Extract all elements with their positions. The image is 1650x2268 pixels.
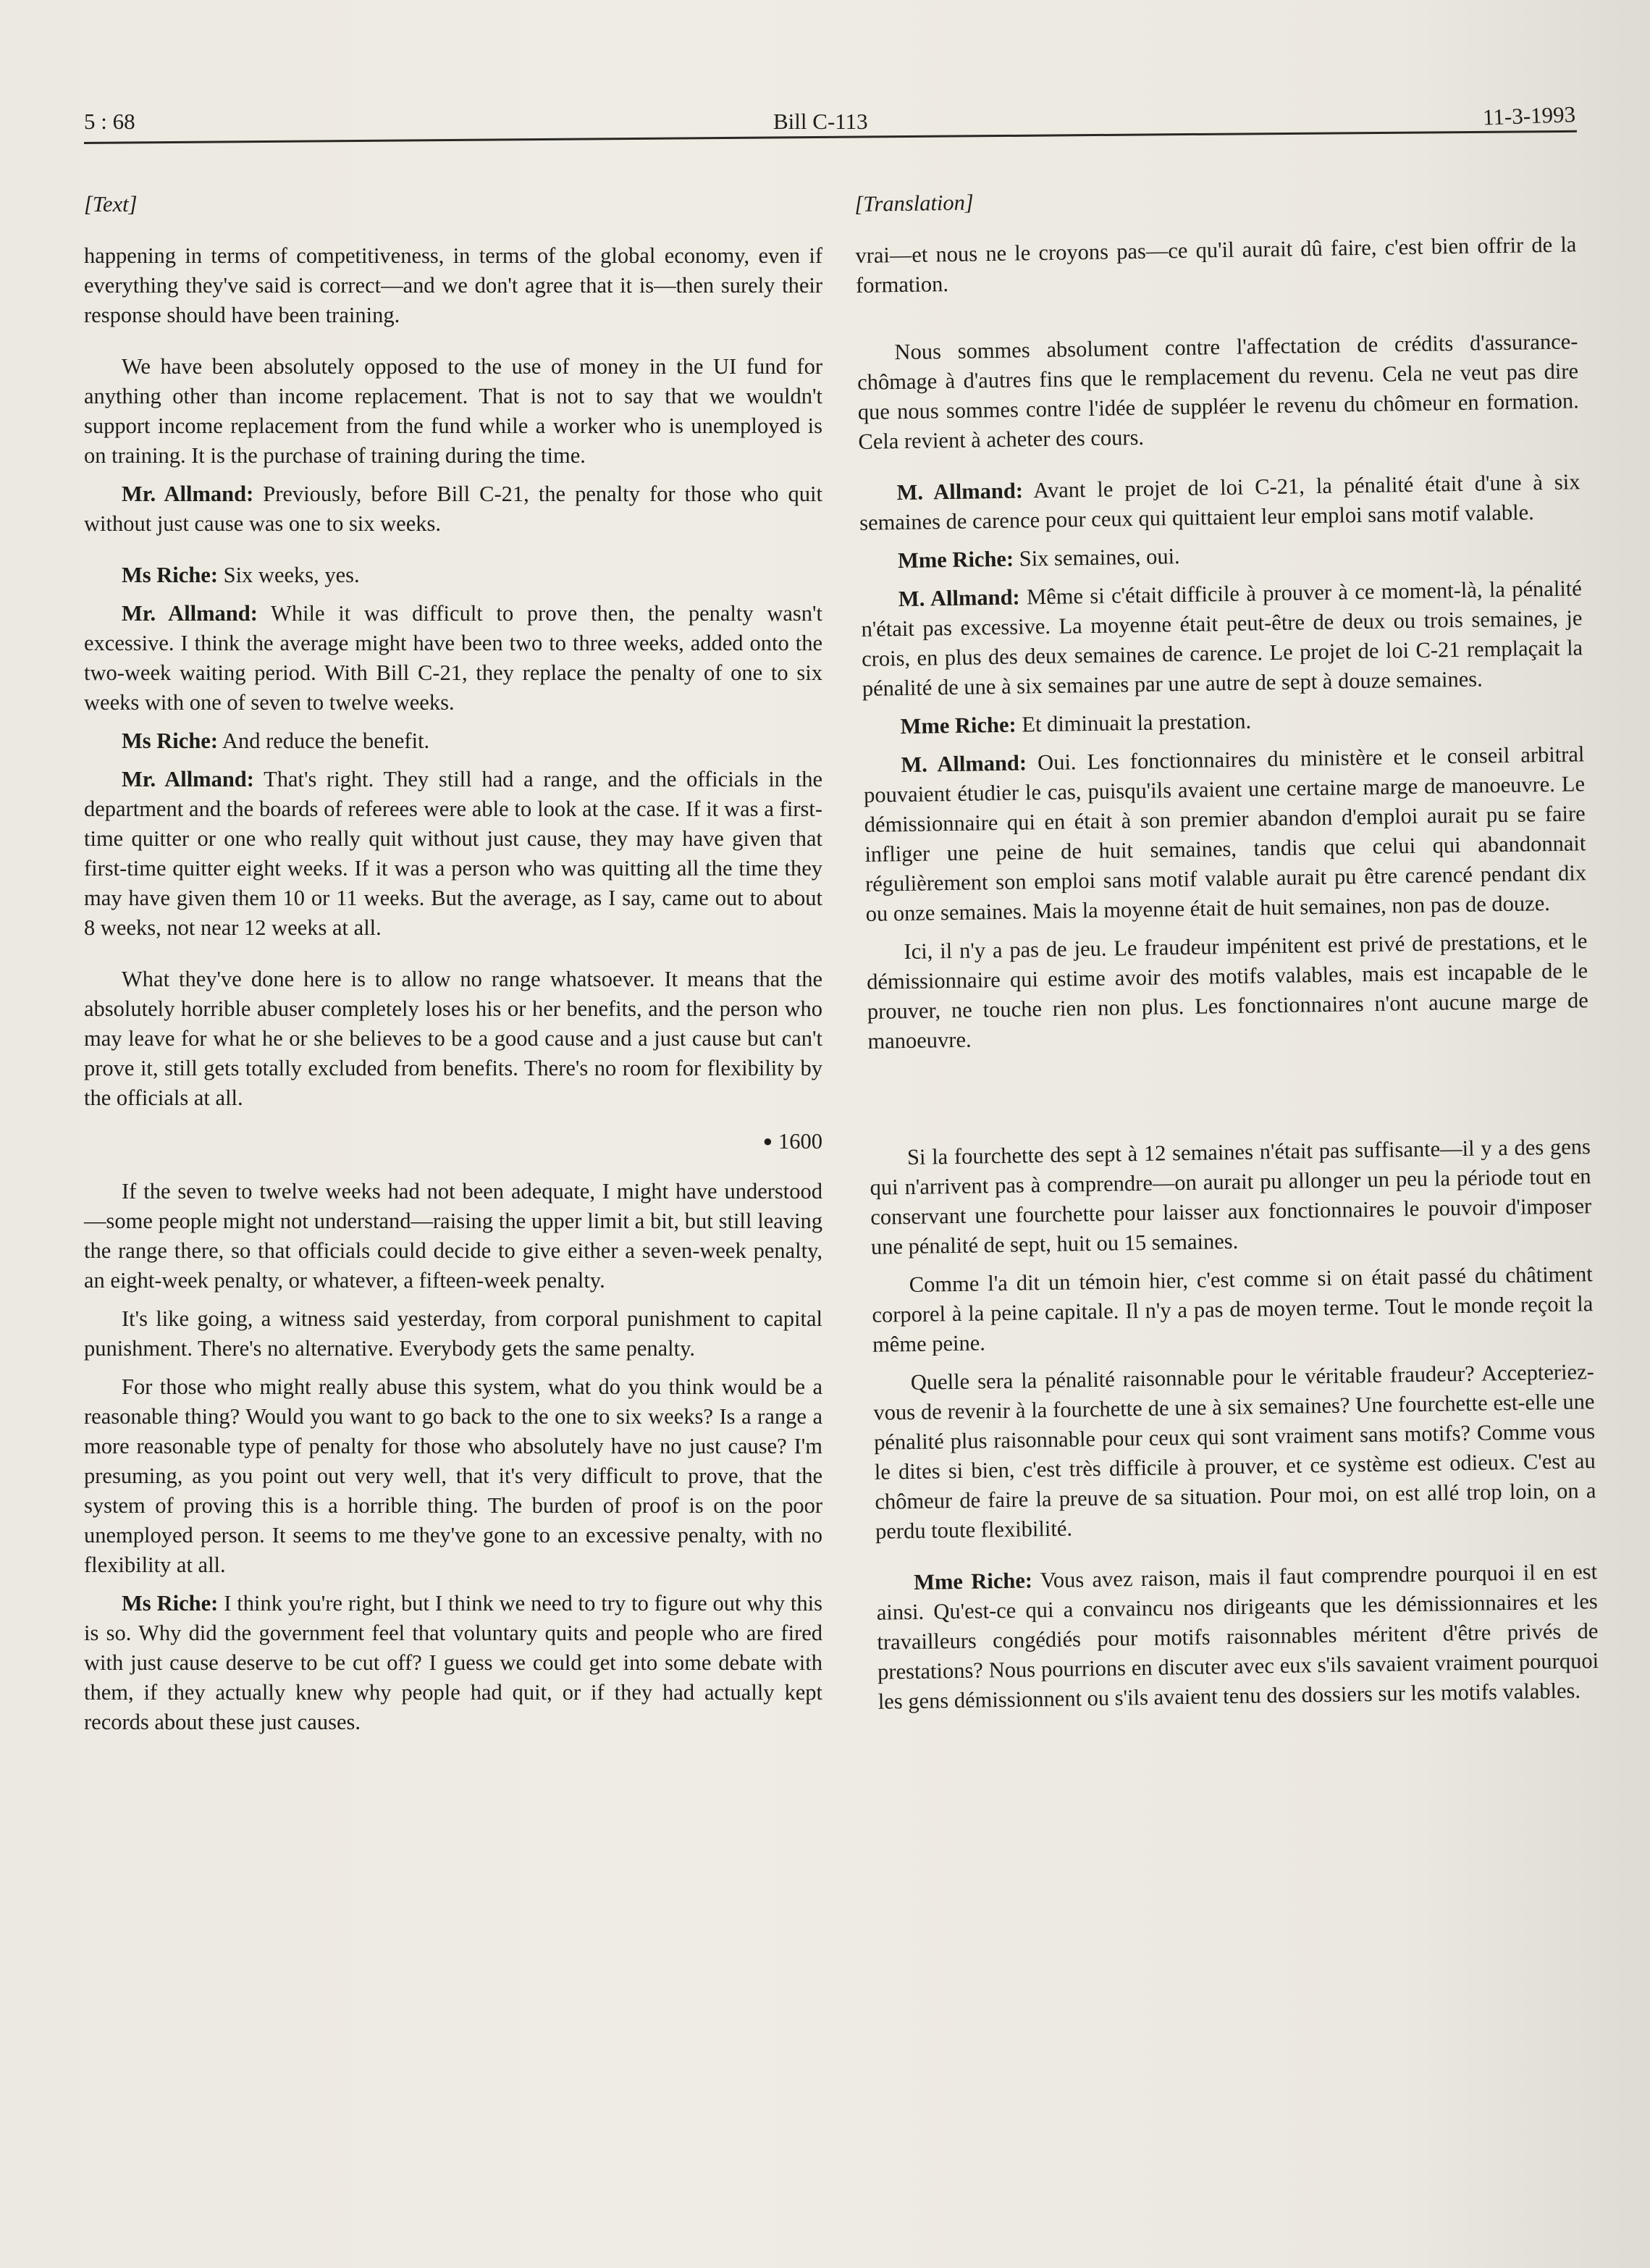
paragraph: happening in terms of competitiveness, in terms of the global economy, even if everything they've said is correct—and we don't agree that it is—then surely their response should have been training.: [84, 243, 822, 327]
paragraph: Mr. Allmand: While it was difficult to prove then, the penalty wasn't excessive. I think the average might have been two to three weeks, added onto the two-week waiting period. With Bill C-21, they replace the penalty of one to six weeks with one of seven to twelve weeks.: [84, 601, 822, 715]
paragraph: vrai—et nous ne le croyons pas—ce qu'il aurait dû faire, c'est bien offrir de la formation.: [855, 232, 1577, 298]
translation-label: [Translation]: [854, 190, 974, 217]
speaker-name: Ms Riche:: [122, 1591, 219, 1616]
paragraph: It's like going, a witness said yesterday, from corporal punishment to capital punishment. There's no alternative. Everybody gets the same penalty.: [84, 1306, 822, 1361]
paragraph: M. Allmand: Avant le projet de loi C-21, la pénalité était d'une à six semaines de carence pour ceux qui quittaient leur emploi sans motif valable.: [859, 469, 1580, 535]
paragraph: Mme Riche: Vous avez raison, mais il faut comprendre pourquoi il en est ainsi. Qu'est-ce qui a convaincu nos dirigeants que les démissionnaires et les travailleurs congédiés pour motifs raisonnables méritent d'être privés de prestations? Nous pourrions en discuter avec eux s'ils savaient vraiment pourquoi les gens démissionnent ou s'ils avaient tenu des dossiers sur les motifs valables.: [876, 1559, 1599, 1714]
speaker-name: Mr. Allmand:: [122, 482, 254, 506]
paragraph: Mr. Allmand: Previously, before Bill C-21, the penalty for those who quit without just cause was one to six weeks.: [84, 482, 822, 536]
speaker-name: M. Allmand:: [901, 750, 1027, 778]
paragraph: Mme Riche: Six semaines, oui.: [897, 544, 1180, 574]
paragraph: Ici, il n'y a pas de jeu. Le fraudeur impénitent est privé de prestations, et le démissionnaire qui estime avoir des motifs valables, mais est incapable de le prouver, ne touche rien non plus. Les fonctionnaires n'ont aucune marge de manoeuvre.: [866, 928, 1588, 1054]
speaker-name: Mr. Allmand:: [122, 767, 254, 791]
speaker-name: Mr. Allmand:: [122, 601, 258, 626]
paragraph: For those who might really abuse this system, what do you think would be a reasonable thing? Would you want to go back to the one to six weeks? Is a range a more reasonable type of penalty for those who absolutely have no just cause? I'm presuming, as you point out very well, that it's very difficult to prove, that the system of proving this is a horrible thing. The burden of proof is on the poor unemployed person. It seems to me they've gone to an excessive penalty, with no flexibility at all.: [84, 1374, 822, 1577]
english-column: [84, 190, 822, 1746]
french-column: [854, 190, 1599, 1726]
paragraph: Si la fourchette des sept à 12 semaines n'était pas suffisante—il y a des gens qui n'arrivent pas à comprendre—on aurait pu allonger un peu la période tout en conservant une fourchette pour laisser aux fonctionnaires le pouvoir d'imposer une pénalité de sept, huit ou 15 semaines.: [870, 1134, 1592, 1259]
speaker-name: M. Allmand:: [896, 478, 1024, 505]
speaker-name: M. Allmand:: [898, 584, 1020, 612]
paragraph: M. Allmand: Même si c'était difficile à prouver à ce moment-là, la pénalité n'était pas excessive. La moyenne était peut-être de deux ou trois semaines, je crois, en plus des deux semaines de carence. Le projet de loi C-21 remplaçait la pénalité de une à six semaines par une autre de sept à douze semaines.: [861, 576, 1583, 701]
paragraph: What they've done here is to allow no range whatsoever. It means that the absolutely horrible abuser completely loses his or her benefits, and the person who may leave for what he or she believes to be a good cause and a just cause but can't prove it, still gets totally excluded from benefits. There's no room for flexibility by the officials at all.: [84, 967, 822, 1110]
speaker-name: Mme Riche:: [900, 712, 1016, 739]
bill-title: Bill C-113: [773, 109, 868, 134]
header-date: 11-3-1993: [1482, 101, 1576, 130]
paragraph: Comme l'a dit un témoin hier, c'est comme si on était passé du châtiment corporel à la peine capitale. Il n'y a pas de moyen terme. Tout le monde reçoit la même peine.: [872, 1261, 1594, 1357]
paragraph: If the seven to twelve weeks had not been adequate, I might have understood—some people might not understand—raising the upper limit a bit, but still leaving the range there, so that officials could decide to give either a seven-week penalty, an eight-week penalty, or whatever, a fifteen-week penalty.: [84, 1179, 822, 1293]
paragraph: Mr. Allmand: That's right. They still had a range, and the officials in the department and the boards of referees were able to look at the case. If it was a first-time quitter or one who really quit without just cause, they may have given that first-time quitter eight weeks. If it was a person who was quitting all the time they may have given them 10 or 11 weeks. But the average, as I say, came out to about 8 weeks, not near 12 weeks at all.: [84, 767, 822, 940]
paragraph: Ms Riche: I think you're right, but I think we need to try to figure out why this is so. Why did the government feel that voluntary quits and people who are fired with just cause deserve to be cut off? I guess we could get into some debate with them, if they actually knew why people had quit, or if they had actually kept records about these just causes.: [84, 1591, 822, 1734]
paragraph: We have been absolutely opposed to the use of money in the UI fund for anything other than income replacement. That is not to say that we wouldn't support income replacement from the fund while a worker who is unemployed is on training. It is the purchase of training during the time.: [84, 354, 822, 468]
paragraph: Quelle sera la pénalité raisonnable pour le véritable fraudeur? Accepteriez-vous de revenir à la fourchette de une à six semaines? Une fourchette est-elle une pénalité plus raisonnable pour ceux qui sont vraiment sans motifs? Comme vous le dites si bien, c'est très difficile à prouver, et ce système est odieux. C'est au chômeur de faire la preuve de sa situation. Pour moi, on est allé trop loin, on a perdu toute flexibilité.: [873, 1359, 1596, 1544]
paragraph: Mme Riche: Et diminuait la prestation.: [900, 708, 1252, 739]
page-number: 5 : 68: [84, 109, 135, 134]
paragraph: Ms Riche: And reduce the benefit.: [122, 728, 430, 753]
speaker-name: Mme Riche:: [913, 1568, 1033, 1595]
bullet-icon: ●: [762, 1132, 773, 1150]
paragraph: M. Allmand: Oui. Les fonctionnaires du ministère et le conseil arbitral pouvaient étudier le cas, puisqu'ils avaient une certaine marge de manoeuvre. Le démissionnaire qui en était à son premier abandon d'emploi aurait pu se faire infliger une peine de huit semaines, tandis que celui qui abandonnait régulièrement son emploi sans motif valable aurait pu être carencé pendant dix ou onze semaines. Mais la moyenne était de huit semaines, non pas de douze.: [863, 742, 1587, 926]
paragraph: Ms Riche: Six weeks, yes.: [122, 563, 360, 587]
paragraph: Nous sommes absolument contre l'affectation de crédits d'assurance-chômage à d'autres fins que le remplacement du revenu. Cela ne veut pas dire que nous sommes contre l'idée de suppléer le revenu du chômeur en formation. Cela revient à acheter des cours.: [856, 329, 1579, 454]
speaker-name: Ms Riche:: [122, 563, 218, 587]
text-label: [Text]: [84, 192, 138, 217]
speaker-name: Mme Riche:: [897, 546, 1014, 574]
speaker-name: Ms Riche:: [122, 728, 218, 753]
time-marker: ● 1600: [762, 1129, 822, 1154]
